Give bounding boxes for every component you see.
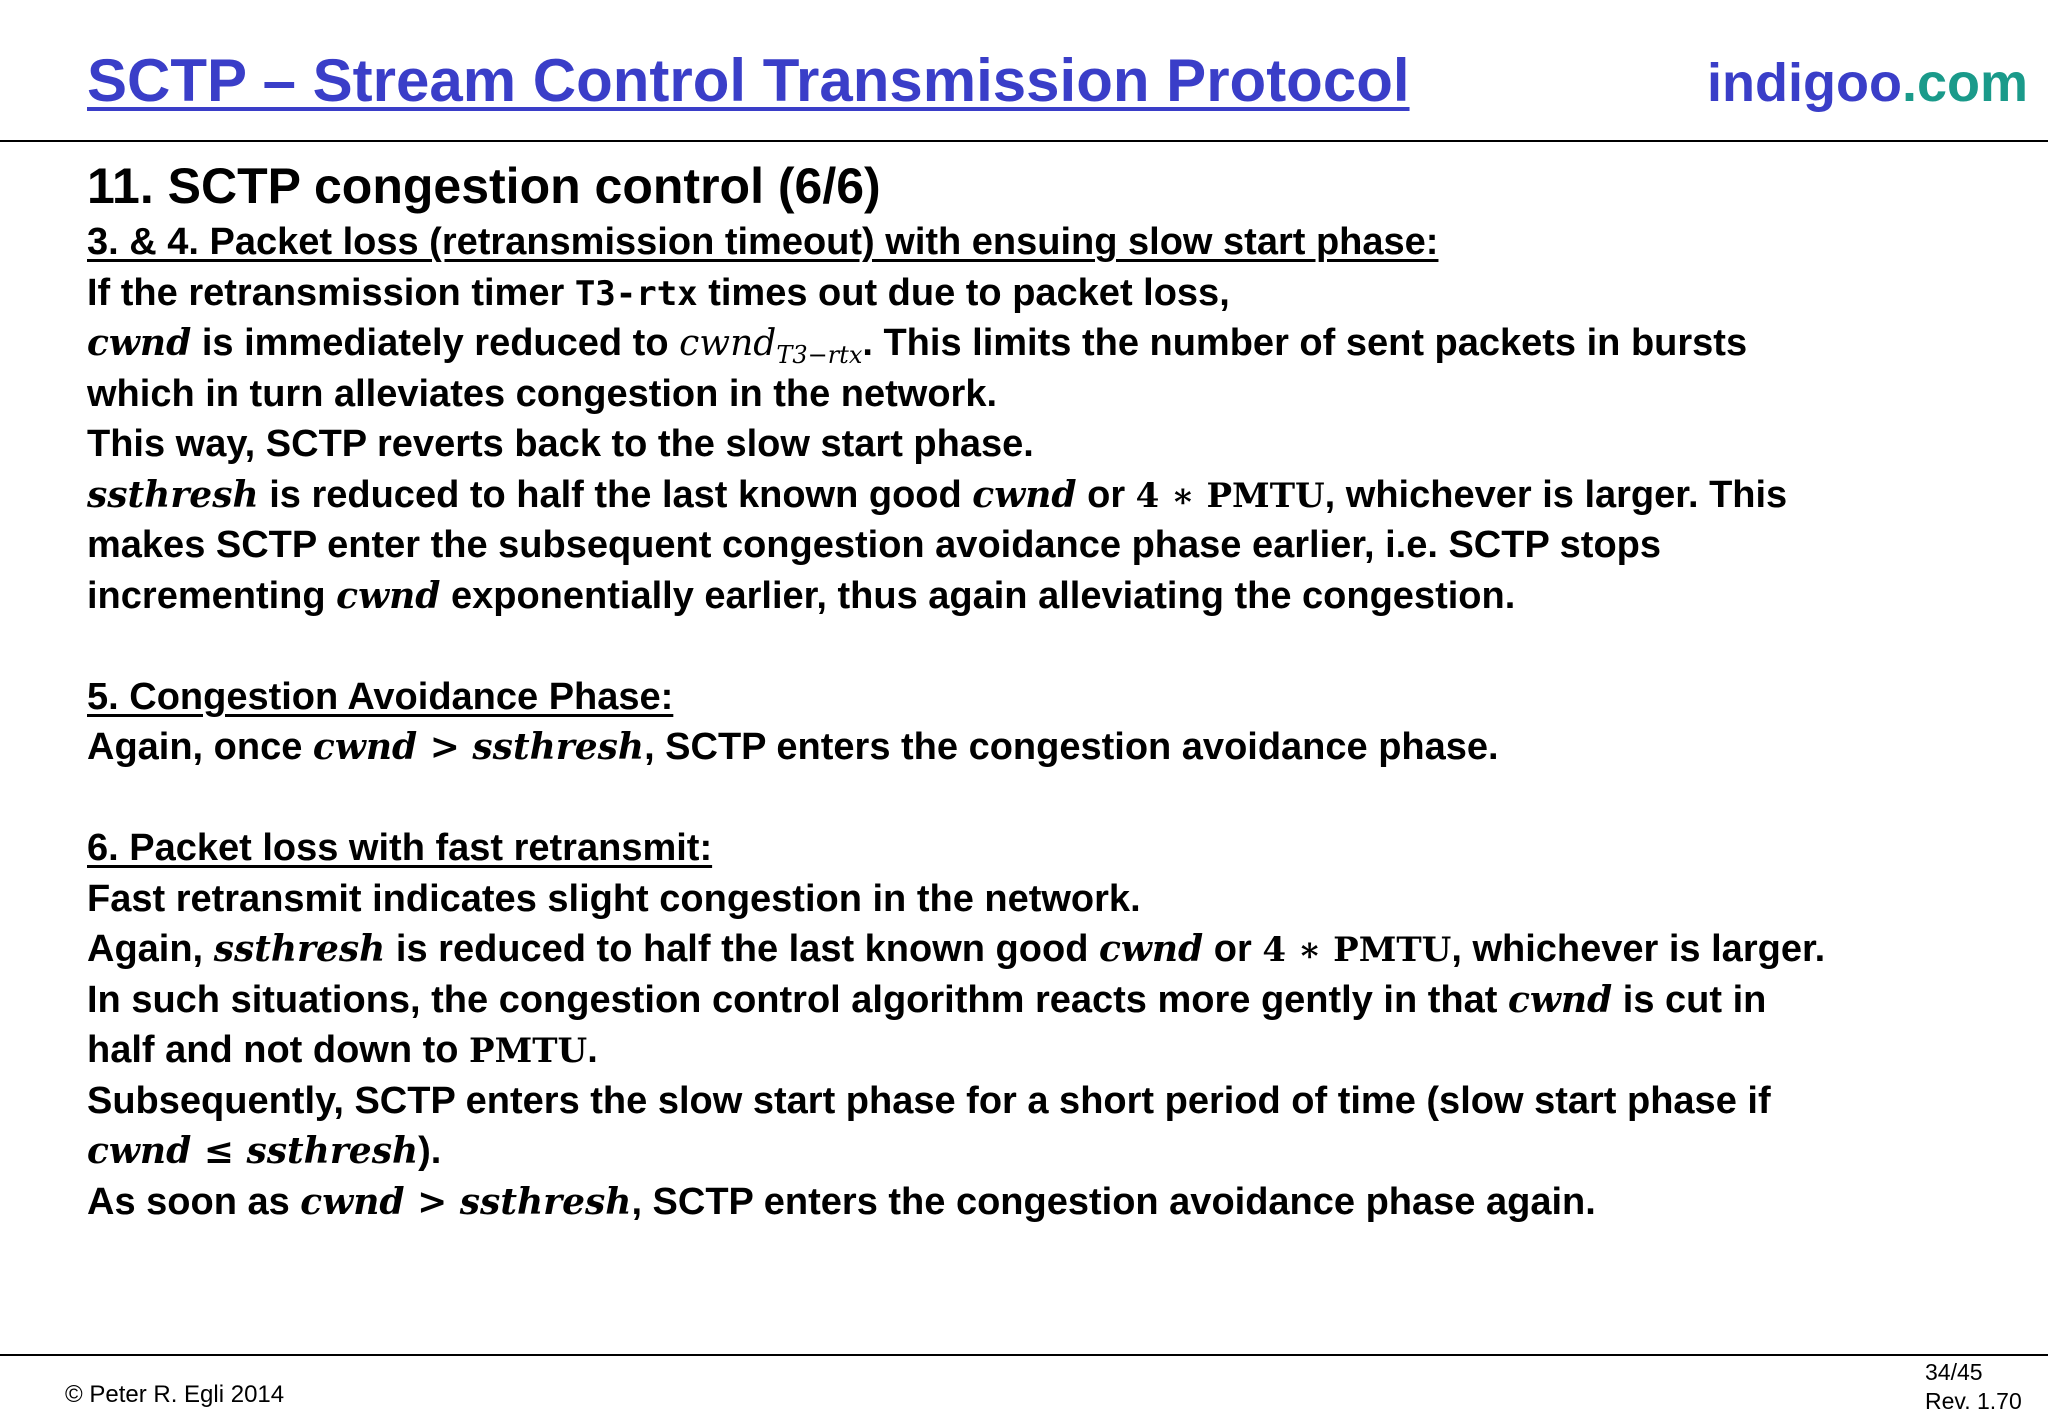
footer-divider bbox=[0, 1354, 2048, 1356]
block1-line3: which in turn alleviates congestion in the network. bbox=[87, 372, 998, 415]
revision: Rev. 1.70 bbox=[1925, 1388, 2022, 1414]
slide-content bbox=[87, 155, 2027, 1227]
section-title: 11. SCTP congestion control (6/6) bbox=[87, 158, 881, 214]
block3-line1: Fast retransmit indicates slight congestion in the network. bbox=[87, 877, 1141, 920]
footer-page-info bbox=[1925, 1358, 2022, 1416]
block2-line1: Again, once cwnd > ssthresh, SCTP enters the congestion avoidance phase. bbox=[87, 726, 1499, 768]
block3-line6: cwnd ≤ ssthresh). bbox=[87, 1130, 442, 1172]
block1-heading: 3. & 4. Packet loss (retransmission timeout) with ensuing slow start phase: bbox=[87, 221, 1439, 263]
block2-heading: 5. Congestion Avoidance Phase: bbox=[87, 675, 674, 718]
block1-line6: makes SCTP enter the subsequent congestion avoidance phase earlier, i.e. SCTP stops bbox=[87, 524, 1662, 566]
header-divider bbox=[0, 140, 2048, 142]
footer-copyright: © Peter R. Egli 2014 bbox=[65, 1381, 285, 1408]
block3-line2: Again, ssthresh is reduced to half the last known good cwnd or 4 ∗ PMTU, whichever is larger. bbox=[87, 928, 1826, 970]
block1-line2: cwnd is immediately reduced to cwnd$_{T3-rtx}$. This limits the number of sent packets in bursts bbox=[87, 322, 1748, 370]
timer-code: T3-rtx bbox=[574, 273, 698, 314]
block1-line7: incrementing cwnd exponentially earlier, thus again alleviating the congestion. bbox=[87, 574, 1516, 617]
brand-name: indigoo bbox=[1707, 53, 1902, 113]
brand-domain: .com bbox=[1901, 53, 2028, 113]
block3-line5: Subsequently, SCTP enters the slow start phase for a short period of time (slow start phase if bbox=[87, 1079, 1771, 1122]
block3-line7: As soon as cwnd > ssthresh, SCTP enters the congestion avoidance phase again. bbox=[87, 1180, 1596, 1223]
block1-line1: If the retransmission timer T3-rtx times out due to packet loss, bbox=[87, 271, 1230, 314]
block1-line5: ssthresh is reduced to half the last known good cwnd or 4 ∗ PMTU, whichever is larger. This bbox=[87, 473, 1788, 516]
brand-logo bbox=[1707, 52, 2028, 114]
header-title: SCTP – Stream Control Transmission Protocol bbox=[87, 47, 1410, 114]
block1-line4: This way, SCTP reverts back to the slow start phase. bbox=[87, 423, 1034, 465]
block3-line4: half and not down to PMTU. bbox=[87, 1029, 598, 1071]
block3-heading: 6. Packet loss with fast retransmit: bbox=[87, 827, 713, 869]
page-number: 34/45 bbox=[1925, 1359, 1983, 1385]
block3-line3: In such situations, the congestion control algorithm reacts more gently in that cwnd is cut in bbox=[87, 978, 1767, 1021]
